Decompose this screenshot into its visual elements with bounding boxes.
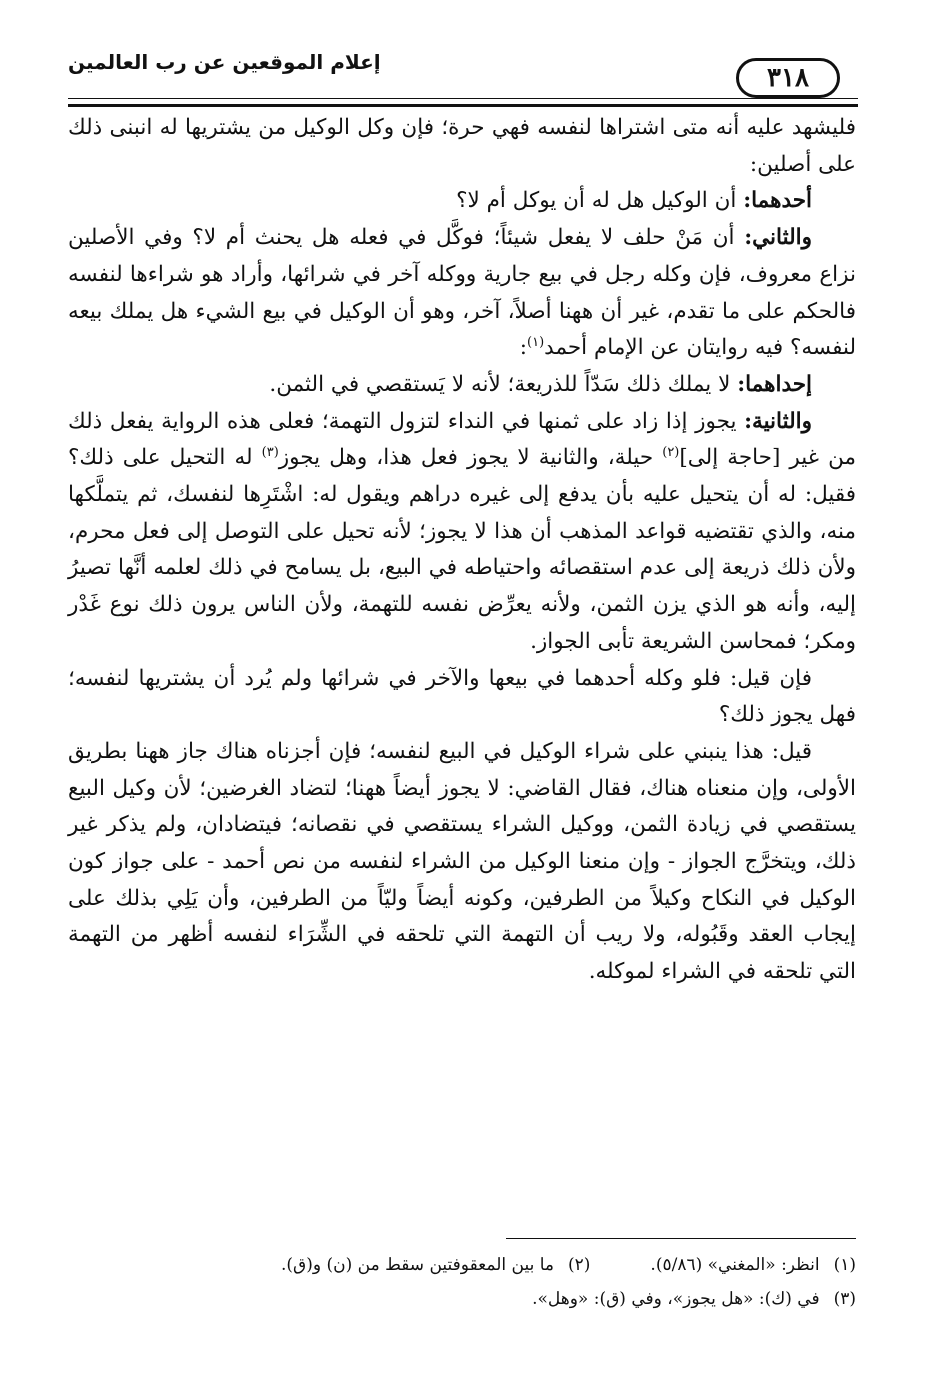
footnotes bbox=[68, 1248, 856, 1316]
footnote-row bbox=[68, 1248, 856, 1282]
page-number-badge bbox=[736, 58, 840, 98]
footnote-2 bbox=[281, 1248, 590, 1282]
page-number: ٣١٨ bbox=[767, 63, 809, 93]
footnote-1 bbox=[650, 1248, 856, 1282]
footnote-number: (٢) bbox=[568, 1255, 591, 1275]
footnote-text: انظر: «المغني» (٥/٨٦). bbox=[650, 1255, 820, 1275]
paragraph-5: والثانية: يجوز إذا زاد على ثمنها في النداء لتزول التهمة؛ فعلى هذه الرواية يفعل ذلك من غير [حاجة إلى]$^{(٢)}$ حيلة، والثانية لا يجوز فعل هذا، وهل يجوز$^{(٣)}$ له التحيل على ذلك؟ فقيل: له أن يتحيل عليه بأن يدفع إلى غيره دراهم ويقول له: اشْتَرِها لنفسك، ثم يتملَّكها منه، والذي تقتضيه قواعد المذهب أن هذا لا يجوز؛ لأنه تحيل على التوصل إلى فعل محرم، ولأن ذلك ذريعة إلى عدم استقصائه واحتياطه في البيع، بل يسامح في ذلك لعلمه أنَّها تصيرُ إليه، وأنه هو الذي يزن الثمن، ولأنه يعرِّض نفسه للتهمة، ولأن الناس يرون ذلك نوع غَدْر ومكر؛ فمحاسن الشريعة تأبى الجواز. bbox=[68, 408, 856, 654]
footnote-separator bbox=[506, 1238, 856, 1239]
header-rule-thick bbox=[68, 104, 858, 107]
footnote-3 bbox=[532, 1282, 856, 1316]
footnote-text: ما بين المعقوفتين سقط من (ن) و(ق). bbox=[281, 1255, 554, 1275]
book-title: إعلام الموقعين عن رب العالمين bbox=[68, 50, 381, 74]
paragraph-7: قيل: هذا ينبني على شراء الوكيل في البيع لنفسه؛ فإن أجزناه هناك جاز ههنا بطريق الأولى، وإن منعناه هناك، فقال القاضي: لا يجوز أيضاً ههنا؛ لتضاد الغرضين؛ لأن وكيل البيع يستقصي في زيادة الثمن، ووكيل الشراء يستقصي في نقصانه؛ فيتضادان، ولم يذكر غير ذلك، ويتخرَّج الجواز - وإن منعنا الوكيل من الشراء لنفسه من نص أحمد - على جواز كون الوكيل في النكاح وكيلاً من الطرفين، وكونه أيضاً وليّاً من الطرفين، وأن يَلِي بذلك على إيجاب العقد وقَبُوله، ولا ريب أن التهمة التي تلحقه في الشِّرَاء لنفسه أظهر من التهمة التي تلحقه في الشراء لموكله. bbox=[68, 738, 856, 985]
main-text bbox=[68, 110, 856, 991]
footnote-ref-2[interactable]: (٢) bbox=[662, 445, 680, 461]
footnote-text: في (ك): «هل يجوز»، وفي (ق): «وهل». bbox=[532, 1289, 820, 1309]
lead-word: أحدهما: bbox=[743, 188, 812, 214]
footnote-number: (٣) bbox=[833, 1289, 856, 1309]
paragraph-2: أحدهما: أن الوكيل هل له أن يوكل أم لا؟ bbox=[456, 188, 812, 214]
footnote-number: (١) bbox=[833, 1255, 856, 1275]
paragraph-3: والثاني: أن مَنْ حلف لا يفعل شيئاً؛ فوكَّل في فعله هل يحنث أم لا؟ وفي الأصلين نزاع معروف، فإن وكله رجل في بيع جارية ووكله آخر في شرائها، وأراد هو شراءها لنفسه فالحكم على ما تقدم، غير أن ههنا أصلاً، آخر، وهو أن الوكيل في بيع الشيء هل يملك بيعه لنفسه؟ فيه روايتان عن الإمام أحمد$^{(١)}$: bbox=[68, 225, 856, 361]
running-header bbox=[68, 42, 858, 94]
lead-word: إحداهما: bbox=[737, 371, 812, 397]
lead-word: والثاني: bbox=[744, 225, 812, 251]
paragraph-6: فإن قيل: فلو وكله أحدهما في بيعها والآخر في شرائها ولم يُرد أن يشتريها لنفسه؛ فهل يجوز ذلك؟ bbox=[68, 665, 856, 728]
paragraph-4: إحداهما: لا يملك ذلك سَدّاً للذريعة؛ لأنه لا يَستقصي في الثمن. bbox=[269, 371, 812, 397]
footnote-row bbox=[68, 1282, 856, 1316]
footnote-ref-1[interactable]: (١) bbox=[527, 335, 545, 351]
footnote-ref-3[interactable]: (٣) bbox=[261, 445, 279, 461]
paragraph-1: فليشهد عليه أنه متى اشتراها لنفسه فهي حرة؛ فإن وكل الوكيل من يشتريها له انبنى ذلك على أصلين: bbox=[68, 115, 856, 177]
lead-word: والثانية: bbox=[744, 408, 812, 434]
header-rule-thin bbox=[68, 98, 858, 99]
